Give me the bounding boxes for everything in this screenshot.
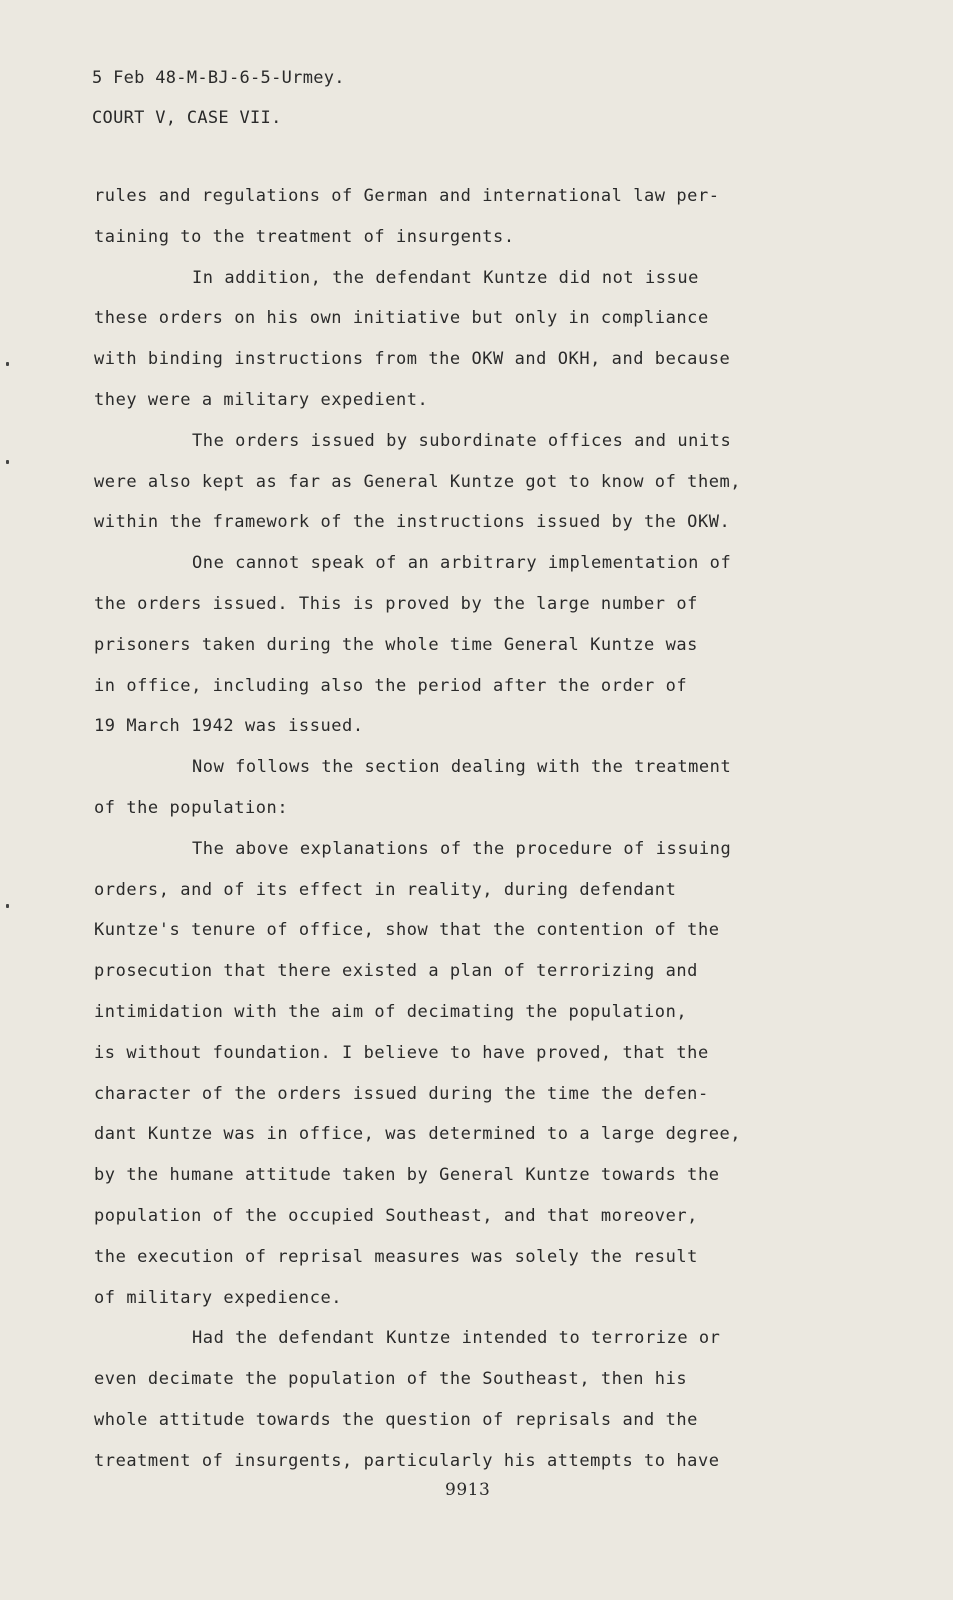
text-line: prosecution that there existed a plan of terrorizing and <box>94 961 698 982</box>
margin-mark <box>6 362 9 366</box>
text-line: population of the occupied Southeast, and that moreover, <box>94 1205 698 1226</box>
text-line: even decimate the population of the Southeast, then his <box>94 1369 688 1390</box>
text-line: One cannot speak of an arbitrary implementation of <box>192 553 732 574</box>
text-line: these orders on his own initiative but only in compliance <box>94 308 709 329</box>
text-line: the orders issued. This is proved by the large number of <box>94 593 698 614</box>
text-line: Kuntze's tenure of office, show that the contention of the <box>94 920 720 941</box>
paragraph <box>94 747 854 829</box>
paragraph <box>94 829 854 1319</box>
text-line: intimidation with the aim of decimating the population, <box>94 1001 688 1022</box>
page-number: 9913 <box>445 1480 491 1500</box>
margin-mark <box>6 460 9 464</box>
text-line: character of the orders issued during the time the defen- <box>94 1083 709 1104</box>
text-line: by the humane attitude taken by General Kuntze towards the <box>94 1165 720 1186</box>
text-line: The above explanations of the procedure of issuing <box>192 838 732 859</box>
text-line: orders, and of its effect in reality, during defendant <box>94 879 677 900</box>
paragraph <box>94 258 854 421</box>
text-line: within the framework of the instructions issued by the OKW. <box>94 512 731 533</box>
paragraph <box>94 543 854 747</box>
paragraph <box>94 421 854 543</box>
text-line: were also kept as far as General Kuntze got to know of them, <box>94 471 742 492</box>
text-line: with binding instructions from the OKW and OKH, and because <box>94 349 731 370</box>
document-body <box>94 176 854 1482</box>
document-header <box>92 58 345 138</box>
text-line: 19 March 1942 was issued. <box>94 716 364 737</box>
margin-mark <box>6 904 9 908</box>
header-court-case: COURT V, CASE VII. <box>92 108 282 128</box>
text-line: treatment of insurgents, particularly his attempts to have <box>94 1450 720 1471</box>
text-line: dant Kuntze was in office, was determined to a large degree, <box>94 1124 742 1145</box>
text-line: The orders issued by subordinate offices and units <box>192 430 732 451</box>
text-line: taining to the treatment of insurgents. <box>94 226 515 247</box>
text-line: Now follows the section dealing with the treatment <box>192 757 732 778</box>
text-line: in office, including also the period after the order of <box>94 675 688 696</box>
text-line: of military expedience. <box>94 1287 343 1308</box>
paragraph <box>94 1318 854 1481</box>
text-line: prisoners taken during the whole time General Kuntze was <box>94 634 698 655</box>
text-line: is without foundation. I believe to have proved, that the <box>94 1042 709 1063</box>
text-line: the execution of reprisal measures was solely the result <box>94 1246 698 1267</box>
paragraph <box>94 176 854 258</box>
text-line: rules and regulations of German and international law per- <box>94 186 720 206</box>
text-line: Had the defendant Kuntze intended to terrorize or <box>192 1328 721 1349</box>
text-line: In addition, the defendant Kuntze did not issue <box>192 267 699 288</box>
text-line: of the population: <box>94 797 289 818</box>
text-line: they were a military expedient. <box>94 389 429 410</box>
header-reference: 5 Feb 48-M-BJ-6-5-Urmey. <box>92 68 345 88</box>
text-line: whole attitude towards the question of reprisals and the <box>94 1409 698 1430</box>
